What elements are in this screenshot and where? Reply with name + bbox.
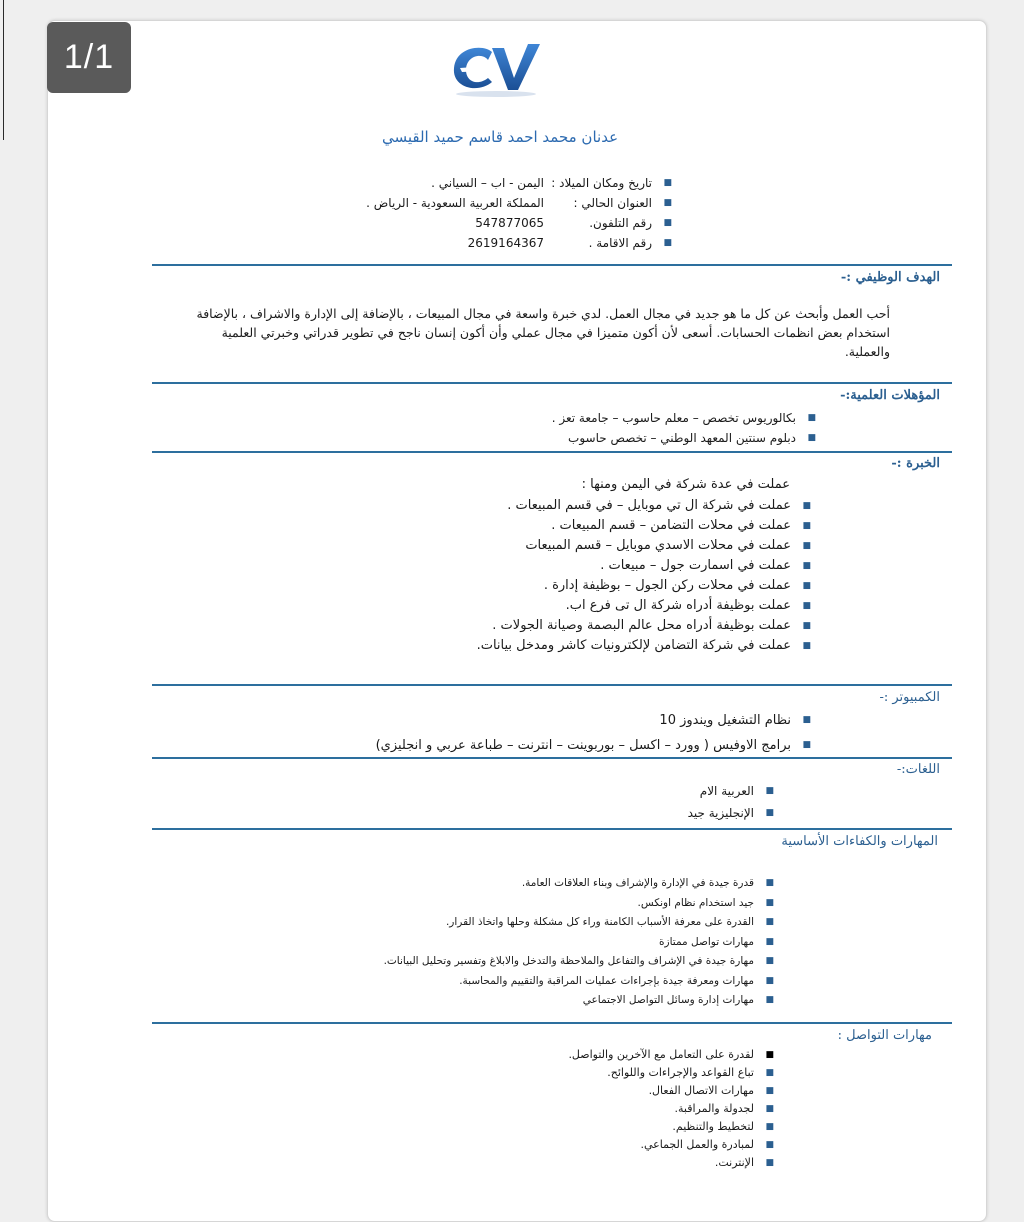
core-skills-list (384, 874, 774, 1011)
list-item: ■ لجدولة والمراقبة. (568, 1100, 774, 1118)
experience-list (477, 496, 811, 656)
viewer-left-edge (0, 0, 4, 140)
bullet-icon: ■ (765, 878, 774, 888)
bullet-icon: ■ (663, 178, 672, 188)
list-item: ■ برامج الاوفيس ( وورد – اكسل – بوربوينت – انترنت – طباعة عربي و انجليزي) (376, 733, 811, 758)
list-item: ■ مهارات الاتصال الفعال. (568, 1082, 774, 1100)
qualifications-list (552, 408, 816, 448)
bullet-icon: ■ (765, 1068, 774, 1078)
bullet-icon: ■ (765, 808, 774, 818)
personal-label: رقم الاقامة . (588, 236, 652, 250)
list-item: ■ مهارات تواصل ممتازة (384, 933, 774, 953)
personal-value: 2619164367 (467, 236, 544, 250)
bullet-icon: ■ (663, 218, 672, 228)
list-item: ■ مهارة جيدة في الإشراف والتفاعل والملاحظة والتدخل والابلاغ وتفسير وتحليل البيانات. (384, 952, 774, 972)
cv-logo-icon (448, 38, 544, 98)
bullet-icon: ■ (663, 198, 672, 208)
personal-item (366, 193, 672, 213)
personal-label: تاريخ ومكان الميلاد : (551, 176, 652, 190)
languages-title: اللغات:- (896, 762, 940, 777)
list-item: ■ الإنترنت. (568, 1154, 774, 1172)
list-item: ■ عملت بوظيفة أدراه محل عالم البصمة وصيانة الجولات . (477, 616, 811, 636)
list-item: ■ عملت في اسمارت جول – مبيعات . (477, 556, 811, 576)
experience-title: الخبرة :- (891, 456, 940, 471)
list-item: ■ عملت في شركة التضامن لإلكترونيات كاشر ومدخل بيانات. (477, 636, 811, 656)
personal-item (366, 173, 672, 193)
list-item: ■ عملت بوظيفة أدراه شركة ال تى فرع اب. (477, 596, 811, 616)
computer-list (376, 708, 811, 758)
personal-label: رقم التلفون. (589, 216, 652, 230)
list-item: ■ تباع القواعد والإجراءات واللوائح. (568, 1064, 774, 1082)
section-divider (152, 1022, 952, 1024)
section-divider (152, 382, 952, 384)
bullet-icon: ■ (802, 501, 811, 511)
bullet-icon: ■ (765, 1122, 774, 1132)
bullet-icon: ■ (802, 621, 811, 631)
bullet-icon: ■ (802, 715, 811, 725)
bullet-icon: ■ (807, 413, 816, 423)
bullet-icon: ■ (765, 1140, 774, 1150)
list-item: ■ الإنجليزية جيد (688, 802, 774, 824)
list-item: ■ عملت في محلات ركن الجول – بوظيفة إدارة . (477, 576, 811, 596)
bullet-icon: ■ (765, 1086, 774, 1096)
list-item: ■ القدرة على معرفة الأسباب الكامنة وراء كل مشكلة وحلها واتخاذ القرار. (384, 913, 774, 933)
list-item: ■ مهارات إدارة وسائل التواصل الاجتماعي (384, 991, 774, 1011)
list-item: ■ جيد استخدام نظام اونكس. (384, 894, 774, 914)
section-divider (152, 828, 952, 830)
list-item: ■ دبلوم سنتين المعهد الوطني – تخصص حاسوب (552, 428, 816, 448)
personal-item (366, 233, 672, 253)
bullet-icon: ■ (663, 238, 672, 248)
bullet-icon: ■ (765, 936, 774, 947)
bullet-icon: ■ (802, 740, 811, 750)
objective-title: الهدف الوظيفي :- (840, 270, 940, 285)
bullet-icon: ■ (765, 897, 774, 908)
core-skills-title: المهارات والكفاءات الأساسية (781, 834, 938, 849)
experience-intro: عملت في عدة شركة في اليمن ومنها : (581, 477, 790, 492)
list-item: ■ نظام التشغيل ويندوز 10 (376, 708, 811, 733)
list-item: ■ لقدرة على التعامل مع الآخرين والتواصل. (568, 1046, 774, 1064)
bullet-icon: ■ (765, 917, 774, 927)
list-item: ■ مهارات ومعرفة جيدة بإجراءات عمليات المراقبة والتقييم والمحاسبة. (384, 972, 774, 992)
list-item: ■ عملت في محلات الاسدي موبايل – قسم المبيعات (477, 536, 811, 556)
objective-text: أحب العمل وأبحث عن كل ما هو جديد في مجال العمل. لدي خبرة واسعة في مجال المبيعات ، بالإضافة إلى الإدارة والاشراف ، بالإضافة استخدام بعض انظمات الحسابات. أسعى لأن أكون متميزا في مجال عملي وأن أكون إنسان ناجح في تطوير قدراتي وخبرتي العلمية والعملية. (196, 306, 890, 359)
section-divider (152, 684, 952, 686)
communication-title: مهارات التواصل : (837, 1028, 932, 1043)
bullet-icon: ■ (765, 786, 774, 796)
bullet-icon: ■ (802, 641, 811, 651)
list-item: ■ العربية الام (688, 780, 774, 802)
list-item: ■ بكالوريوس تخصص – معلم حاسوب – جامعة تعز . (552, 408, 816, 428)
languages-list (688, 780, 774, 824)
bullet-icon: ■ (802, 581, 811, 591)
bullet-icon: ■ (802, 521, 811, 531)
list-item: ■ قدرة جيدة في الإدارة والإشراف وبناء العلاقات العامة. (384, 874, 774, 894)
list-item: ■ لتخطيط والتنظيم. (568, 1118, 774, 1136)
section-divider (152, 451, 952, 453)
bullet-icon: ■ (802, 561, 811, 571)
list-item: ■ عملت في شركة ال تي موبايل – في قسم المبيعات . (477, 496, 811, 516)
bullet-icon: ■ (765, 995, 774, 1005)
bullet-icon: ■ (765, 1158, 774, 1168)
candidate-name: عدنان محمد احمد قاسم حميد القيسي (381, 128, 619, 146)
bullet-icon: ■ (765, 1050, 774, 1060)
personal-value: المملكة العربية السعودية - الرياض . (366, 196, 544, 210)
bullet-icon: ■ (765, 956, 774, 966)
personal-label: العنوان الحالي : (573, 196, 652, 210)
computer-title: الكمبيوتر :- (879, 690, 940, 705)
list-item: ■ عملت في محلات التضامن – قسم المبيعات . (477, 516, 811, 536)
page-counter-badge: 1/1 (47, 22, 131, 93)
personal-info-list (366, 173, 672, 253)
bullet-icon: ■ (807, 433, 816, 443)
bullet-icon: ■ (802, 601, 811, 611)
list-item: ■ لمبادرة والعمل الجماعي. (568, 1136, 774, 1154)
bullet-icon: ■ (765, 1104, 774, 1114)
qualifications-title: المؤهلات العلمية:- (840, 388, 940, 403)
personal-item (366, 213, 672, 233)
communication-list (568, 1046, 774, 1172)
bullet-icon: ■ (765, 975, 774, 986)
personal-value: اليمن - اب – السياني . (431, 176, 544, 190)
section-divider (152, 757, 952, 759)
personal-value: 547877065 (475, 216, 544, 230)
bullet-icon: ■ (802, 541, 811, 551)
section-divider (152, 264, 952, 266)
